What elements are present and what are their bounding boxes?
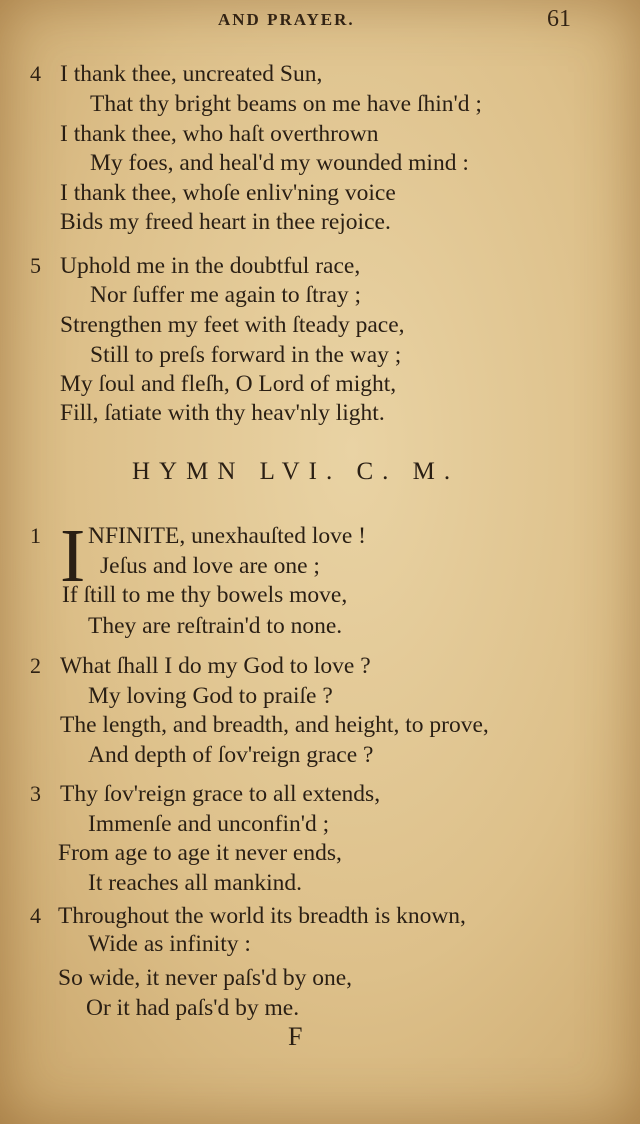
running-head: AND PRAYER. xyxy=(218,10,355,29)
signature-mark: F xyxy=(288,1022,303,1051)
verse-line: Strengthen my feet with ſteady pace, xyxy=(60,312,405,338)
verse-line: Jeſus and love are one ; xyxy=(100,553,320,579)
verse-line: I thank thee, whoſe enliv'ning voice xyxy=(60,180,396,206)
verse-line: Throughout the world its breadth is known, xyxy=(58,903,466,929)
page-header xyxy=(0,4,640,36)
verse-line: So wide, it never paſs'd by one, xyxy=(58,965,353,991)
verse-number: 2 xyxy=(30,653,41,678)
verse-number: 5 xyxy=(30,253,41,278)
page-number: 61 xyxy=(547,6,571,32)
verse-line: The length, and breadth, and height, to prove, xyxy=(60,712,489,738)
verse-line: That thy bright beams on me have ſhin'd ; xyxy=(90,91,482,117)
hymn-title: HYMN LVI. C. M. xyxy=(132,458,460,485)
verse-line: Wide as infinity : xyxy=(88,931,251,957)
verse-line: Immenſe and unconfin'd ; xyxy=(88,811,330,837)
verse-line: Nor ſuffer me again to ſtray ; xyxy=(90,282,362,308)
verse-line: They are reſtrain'd to none. xyxy=(88,613,343,639)
verse-line: My loving God to praiſe ? xyxy=(88,683,333,709)
verse-line: Uphold me in the doubtful race, xyxy=(60,253,361,279)
verse-line: And depth of ſov'reign grace ? xyxy=(88,742,374,768)
verse-line: Still to preſs forward in the way ; xyxy=(90,342,402,368)
verse-number: 1 xyxy=(30,523,41,548)
verse-line: Bids my freed heart in thee rejoice. xyxy=(60,209,391,235)
verse-line: Fill, ſatiate with thy heav'nly light. xyxy=(60,400,385,426)
drop-cap: I xyxy=(60,514,86,598)
verse-line: If ſtill to me thy bowels move, xyxy=(62,582,348,608)
verse-line: From age to age it never ends, xyxy=(58,840,342,866)
verse-line: Or it had paſs'd by me. xyxy=(86,995,300,1021)
verse-line: I thank thee, uncreated Sun, xyxy=(60,61,323,87)
verse-number: 4 xyxy=(30,61,41,86)
verse-line: My ſoul and fleſh, O Lord of might, xyxy=(60,371,397,397)
verse-line: What ſhall I do my God to love ? xyxy=(60,653,371,679)
verse-number: 3 xyxy=(30,781,41,806)
verse-line: Thy ſov'reign grace to all extends, xyxy=(60,781,381,807)
verse-line: I thank thee, who haſt overthrown xyxy=(60,121,379,147)
verse-number: 4 xyxy=(30,903,41,928)
verse-line: My foes, and heal'd my wounded mind : xyxy=(90,150,469,176)
verse-line: It reaches all mankind. xyxy=(88,870,303,896)
verse-line: NFINITE, unexhauſted love ! xyxy=(88,523,367,549)
